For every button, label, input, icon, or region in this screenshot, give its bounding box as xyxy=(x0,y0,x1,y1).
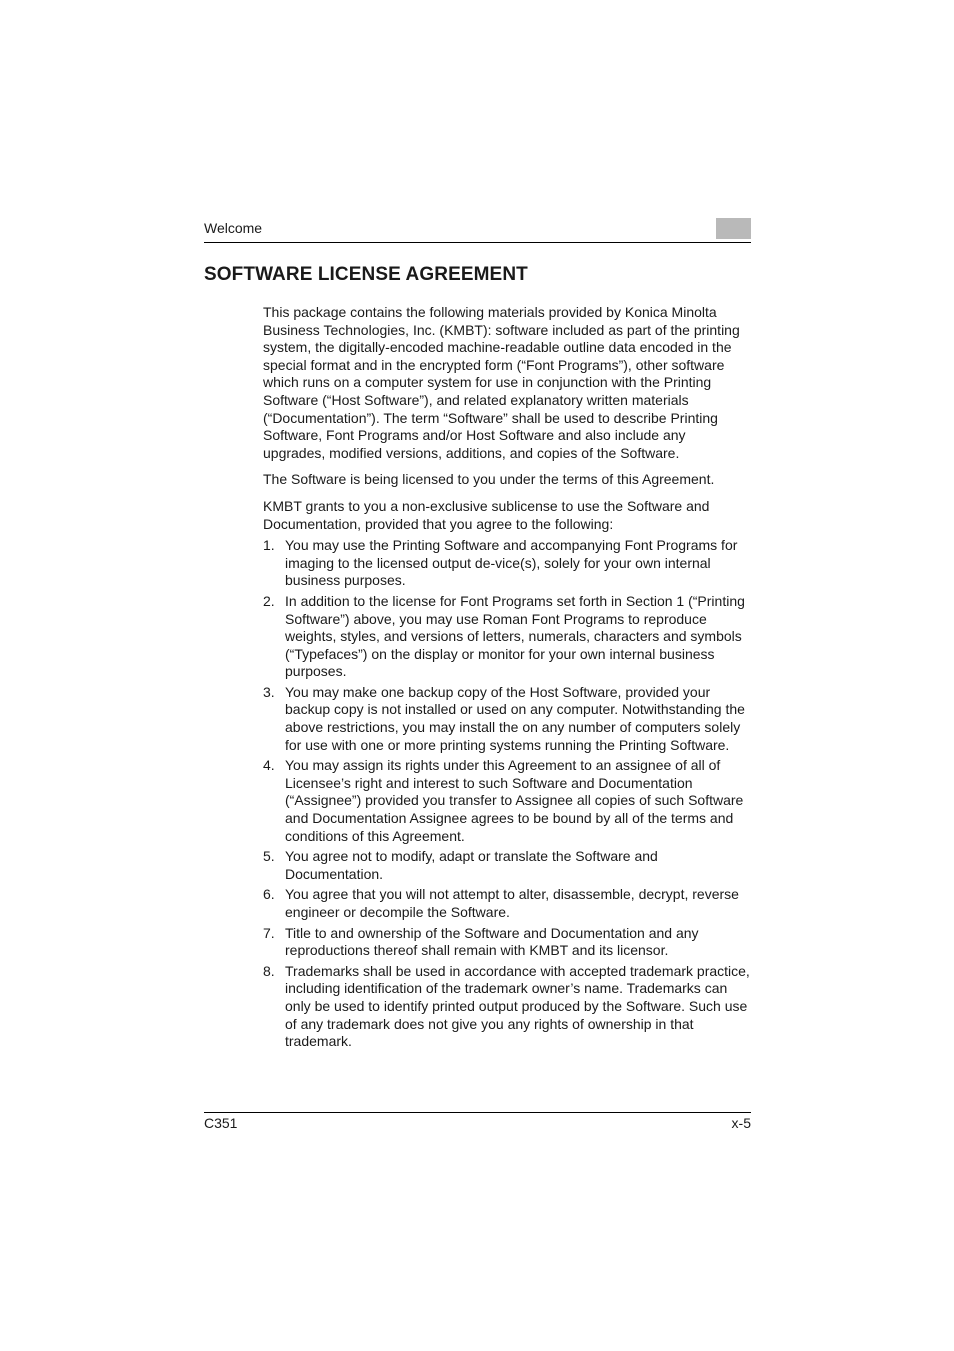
footer-model: C351 xyxy=(204,1115,238,1131)
list-item-text: You may assign its rights under this Agreement to an assignee of all of Licensee’s right and interest to such Software and Documentation (“Assignee”) provided you transfer to Assignee all copies of such Software and Documentation Assignee agrees to be bound by all of the terms and conditions of this Agreement. xyxy=(285,757,744,844)
list-item-text: You may make one backup copy of the Host Software, provided your backup copy is not installed or used on any computer. Notwithstanding the above restrictions, you may install the on any number of computers solely for use with one or more printing systems running the Printing Software. xyxy=(285,683,745,753)
license-paragraph: The Software is being licensed to you under the terms of this Agreement. xyxy=(263,471,715,488)
list-item xyxy=(263,925,751,960)
list-item-text: In addition to the license for Font Programs set forth in Section 1 (“Printing Software”) above, you may use Roman Font Programs to reproduce weights, styles, and versions of letters, numerals, characters and symbols (“Typefaces”) on the display or monitor for your own internal business purposes. xyxy=(285,592,745,680)
list-item-text: Title to and ownership of the Software and Documentation and any reproductions thereof shall remain with KMBT and its licensor. xyxy=(285,924,699,959)
page-title: SOFTWARE LICENSE AGREEMENT xyxy=(204,264,528,285)
list-item-number: 8. xyxy=(263,962,275,979)
grant-paragraph: KMBT grants to you a non-exclusive sublicense to use the Software and Documentation, provided that you agree to the following: xyxy=(263,497,710,532)
list-item-number: 5. xyxy=(263,848,275,865)
footer-rule xyxy=(204,1112,751,1113)
list-item-text: You agree not to modify, adapt or translate the Software and Documentation. xyxy=(285,848,658,882)
list-item-text: You agree that you will not attempt to alter, disassemble, decrypt, reverse engineer or decompile the Software. xyxy=(285,886,739,920)
intro-paragraph: This package contains the following materials provided by Konica Minolta Business Technologies, Inc. (KMBT): software included as part of the printing system, the digitally-encoded machine-readable outline data encoded in the special format and in the encrypted form (“Font Programs”), other software which runs on a computer system for use in conjunction with the Printing Software (“Host Software”), and related explanatory written materials (“Documentation”). The term “Software” shall be used to describe Printing Software, Font Programs and/or Host Software and also include any upgrades, modified versions, additions, and copies of the Software. xyxy=(263,304,740,461)
list-item xyxy=(263,757,751,845)
list-item xyxy=(263,537,751,590)
list-item-number: 1. xyxy=(263,537,275,554)
terms-list xyxy=(263,537,751,1051)
header-tab-box xyxy=(716,218,751,239)
list-item-number: 7. xyxy=(263,924,275,941)
list-item-text: Trademarks shall be used in accordance with accepted trademark practice, including identification of the trademark owner’s name. Trademarks can only be used to identify printed output produced by the Software. Such use of any trademark does not give you any rights of ownership in that trademark. xyxy=(285,962,750,1050)
list-item-number: 2. xyxy=(263,592,275,609)
list-item-number: 3. xyxy=(263,683,275,700)
running-header-label: Welcome xyxy=(204,220,263,236)
list-item xyxy=(263,963,751,1051)
list-item xyxy=(263,848,751,883)
list-item-text: You may use the Printing Software and accompanying Font Programs for imaging to the licensed output de-vice(s), solely for your own internal business purposes. xyxy=(285,537,738,589)
list-item-number: 4. xyxy=(263,757,275,774)
list-item xyxy=(263,886,751,921)
body-text xyxy=(263,304,751,1054)
footer-page-number: x-5 xyxy=(731,1115,751,1131)
list-item-number: 6. xyxy=(263,886,275,903)
list-item xyxy=(263,593,751,681)
list-item xyxy=(263,684,751,754)
header-rule xyxy=(204,242,751,243)
